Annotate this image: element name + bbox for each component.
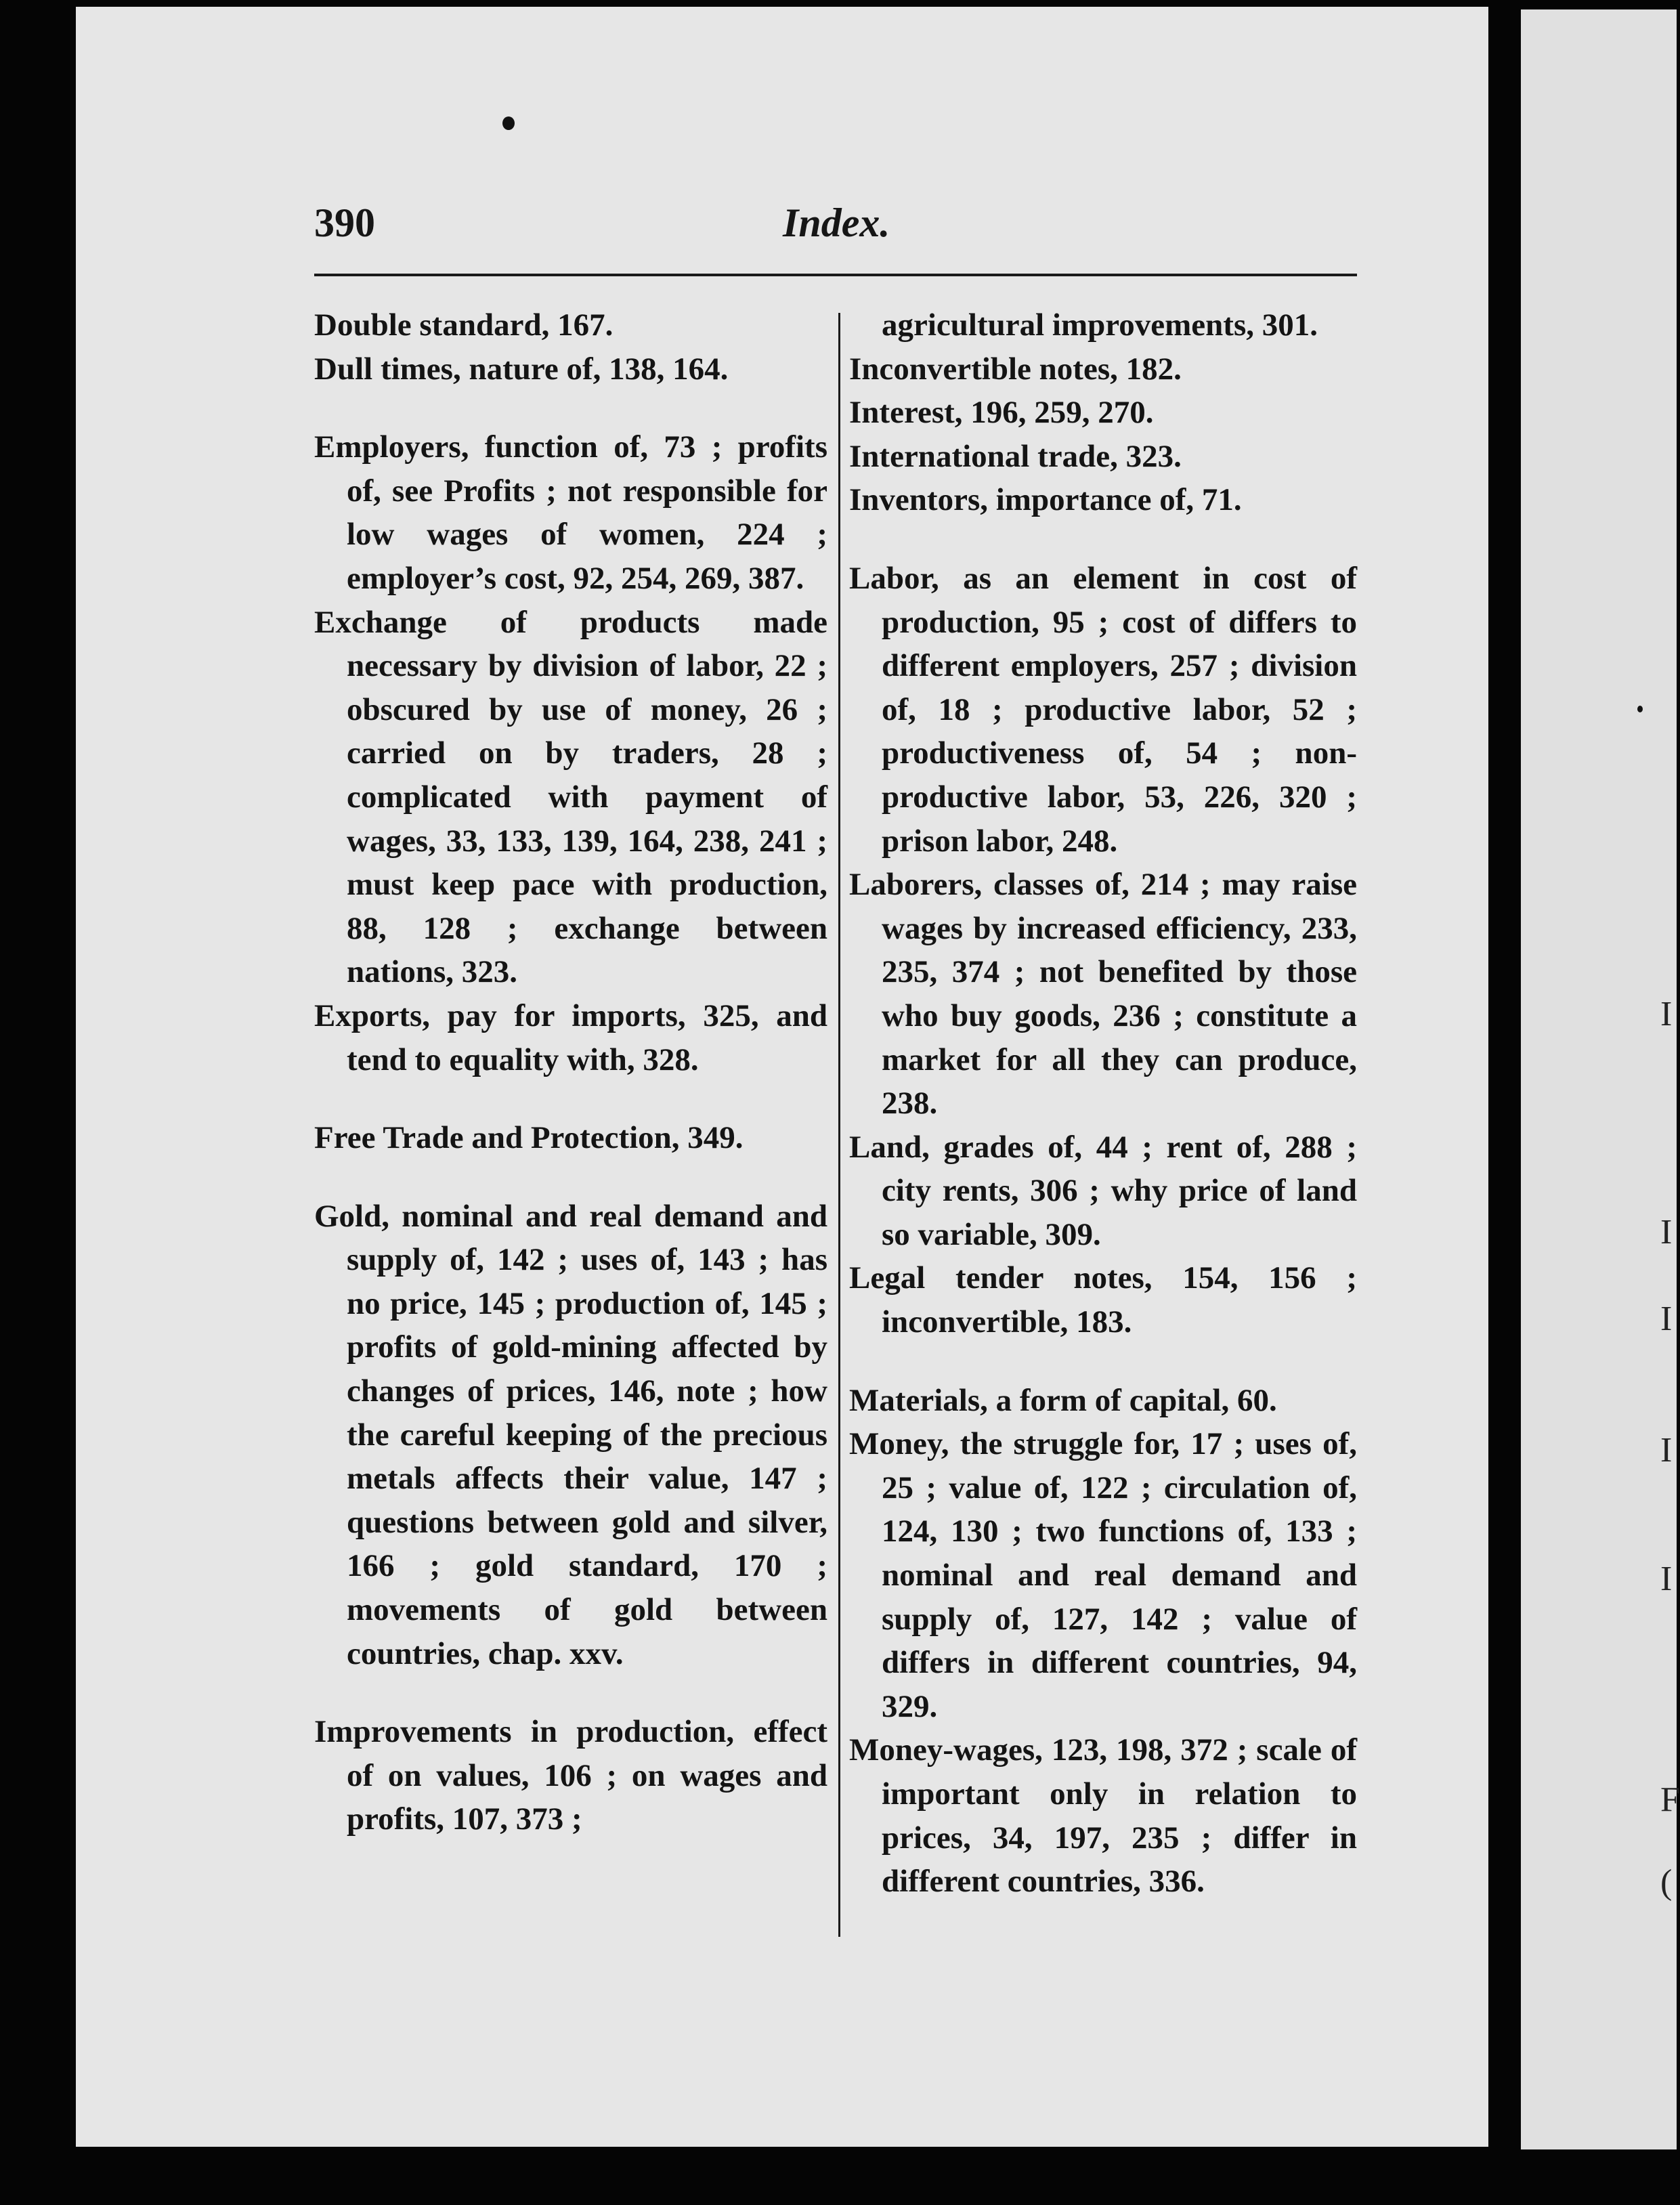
index-entry: Money-wages, 123, 198, 372 ; scale of important only in relation to prices, 34, 197, 235 ; differ in different countries, 336. <box>849 1732 1357 1900</box>
index-entry: Inconvertible notes, 182. <box>849 351 1182 387</box>
adjacent-page-fragment: F <box>1660 1780 1680 1819</box>
index-entry: Exports, pay for imports, 325, and tend to equality with, 328. <box>314 998 827 1077</box>
index-entry: Free Trade and Protection, 349. <box>314 1120 744 1156</box>
index-entry: Materials, a form of capital, 60. <box>849 1382 1277 1418</box>
index-entry: Gold, nominal and real demand and supply of, 142 ; uses of, 143 ; has no price, 145 ; production of, 145 ; profits of gold-mining affected by changes of prices, 146, note ; how the careful keeping of the precious metals affects their value, 147 ; questions between gold and silver, 166 ; gold standard, 170 ; movements of gold between countries, chap. xxv. <box>314 1198 827 1671</box>
index-entry: Double standard, 167. <box>314 307 613 343</box>
page-header <box>314 200 1357 254</box>
index-entry: Laborers, classes of, 214 ; may raise wages by increased efficiency, 233, 235, 374 ; not benefited by those who buy goods, 236 ; constitute a market for all they can produce, 238. <box>849 867 1357 1121</box>
adjacent-page-fragment: I <box>1660 1213 1673 1251</box>
index-column-left <box>314 303 827 1841</box>
entry-spacer <box>314 1082 827 1116</box>
index-column-right <box>849 303 1357 1904</box>
entry-spacer <box>849 1344 1357 1379</box>
adjacent-page-fragment: I <box>1660 1560 1673 1598</box>
index-entry: agricultural improvements, 301. <box>882 307 1318 343</box>
index-entry: Exchange of products made necessary by division of labor, 22 ; obscured by use of money, 26 ; carried on by traders, 28 ; complicated with payment of wages, 33, 133, 139, 164, 238, 241 ; must keep pace with production, 88, 128 ; exchange between nations, 323. <box>314 604 827 990</box>
adjacent-page-fragment: I <box>1660 1300 1673 1338</box>
index-entry: Labor, as an element in cost of production, 95 ; cost of differs to different employers, 257 ; division of, 18 ; productive labor, 52 ; productiveness of, 54 ; non-productive labor, 53, 226, 320 ; prison labor, 248. <box>849 560 1357 859</box>
index-entry: Money, the struggle for, 17 ; uses of, 25 ; value of, 122 ; circulation of, 124, 130 ; two functions of, 133 ; nominal and real demand and supply of, 127, 142 ; value of differs in different countries, 94, 329. <box>849 1426 1357 1724</box>
index-entry: Employers, function of, 73 ; profits of, see Profits ; not responsible for low wages of women, 224 ; employer’s cost, 92, 254, 269, 387. <box>314 429 827 596</box>
entry-spacer <box>314 1675 827 1710</box>
adjacent-page-edge <box>1521 9 1677 2149</box>
index-entry: Dull times, nature of, 138, 164. <box>314 351 729 387</box>
entry-spacer <box>314 1160 827 1195</box>
running-head: Index. <box>783 200 890 245</box>
index-entry: Interest, 196, 259, 270. <box>849 395 1154 431</box>
index-entry: Land, grades of, 44 ; rent of, 288 ; city rents, 306 ; why price of land so variable, 309. <box>849 1129 1357 1252</box>
adjacent-page-fragment: ( <box>1660 1863 1673 1902</box>
index-entry: Legal tender notes, 154, 156 ; inconvertible, 183. <box>849 1260 1357 1340</box>
ink-speck <box>1637 706 1643 712</box>
page-number: 390 <box>314 200 375 245</box>
header-rule <box>314 274 1357 276</box>
adjacent-page-fragment: I <box>1660 995 1673 1033</box>
index-entry: International trade, 323. <box>849 438 1182 474</box>
index-entry: Inventors, importance of, 71. <box>849 482 1242 518</box>
entry-spacer <box>849 522 1357 557</box>
ink-speck <box>502 116 515 130</box>
index-entry: Improvements in production, effect of on values, 106 ; on wages and profits, 107, 373 ; <box>314 1714 827 1837</box>
column-divider <box>838 313 840 1937</box>
entry-spacer <box>314 391 827 425</box>
adjacent-page-fragment: I <box>1660 1431 1673 1470</box>
